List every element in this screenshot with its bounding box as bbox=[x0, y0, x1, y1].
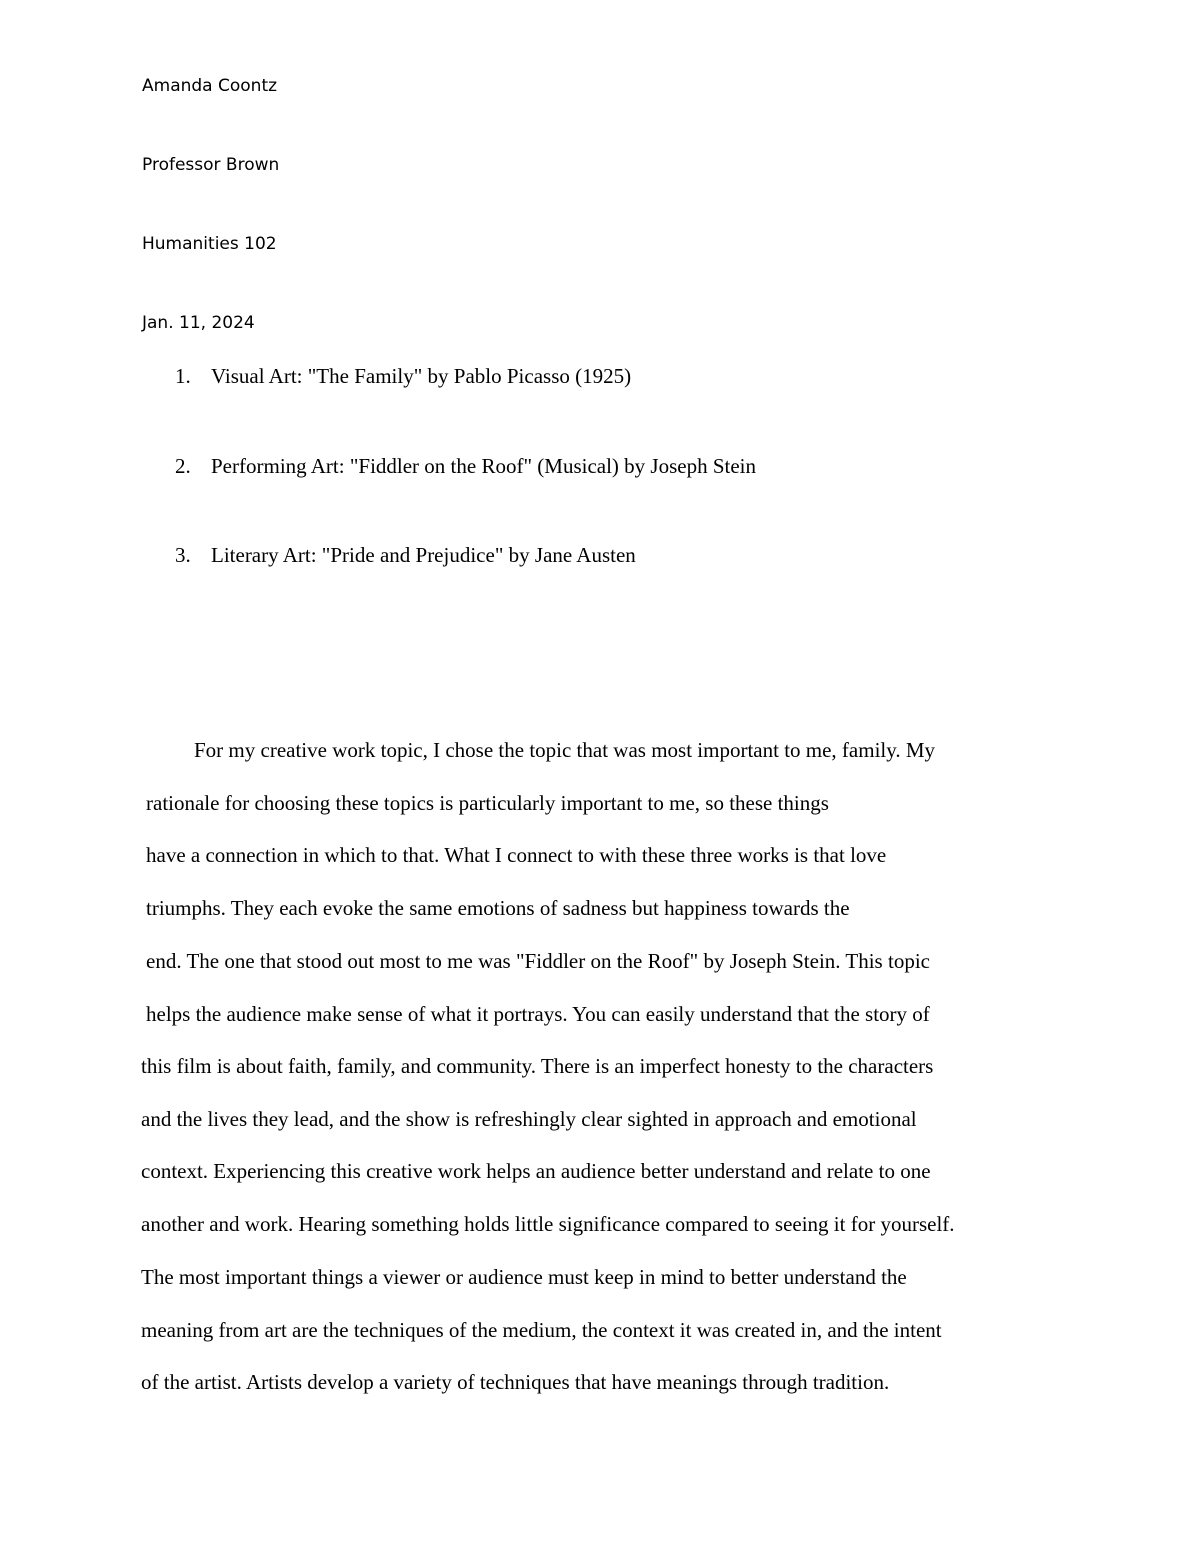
paragraph-line: another and work. Hearing something holds little significance compared to seeing it for yourself. bbox=[141, 1212, 955, 1236]
list-item-number: 3. bbox=[175, 543, 191, 567]
list-item bbox=[175, 363, 631, 389]
paragraph-line: and the lives they lead, and the show is refreshingly clear sighted in approach and emotional bbox=[141, 1107, 917, 1131]
paragraph-line: rationale for choosing these topics is particularly important to me, so these things bbox=[146, 791, 829, 815]
paragraph-line: this film is about faith, family, and community. There is an imperfect honesty to the characters bbox=[141, 1054, 934, 1078]
course-name: Humanities 102 bbox=[142, 234, 277, 254]
paragraph-line: context. Experiencing this creative work helps an audience better understand and relate to one bbox=[141, 1159, 931, 1183]
paragraph-line: triumphs. They each evoke the same emotions of sadness but happiness towards the bbox=[146, 896, 850, 920]
list-item bbox=[175, 453, 756, 479]
list-item-number: 2. bbox=[175, 454, 191, 478]
list-item-number: 1. bbox=[175, 364, 191, 388]
paragraph-line: For my creative work topic, I chose the topic that was most important to me, family. My bbox=[194, 738, 936, 762]
list-item-text: Visual Art: "The Family" by Pablo Picasso (1925) bbox=[211, 364, 632, 388]
list-item bbox=[175, 542, 636, 568]
paragraph-line: of the artist. Artists develop a variety of techniques that have meanings through tradition. bbox=[141, 1370, 890, 1394]
paragraph-line: The most important things a viewer or audience must keep in mind to better understand the bbox=[141, 1265, 907, 1289]
paragraph-line: meaning from art are the techniques of the medium, the context it was created in, and the intent bbox=[141, 1318, 942, 1342]
list-item-text: Literary Art: "Pride and Prejudice" by Jane Austen bbox=[211, 543, 636, 567]
professor-name: Professor Brown bbox=[142, 155, 280, 175]
paragraph-line: have a connection in which to that. What I connect to with these three works is that love bbox=[146, 843, 887, 867]
author-name: Amanda Coontz bbox=[142, 76, 278, 96]
list-item-text: Performing Art: "Fiddler on the Roof" (Musical) by Joseph Stein bbox=[211, 454, 757, 478]
paragraph-line: helps the audience make sense of what it portrays. You can easily understand that the story of bbox=[146, 1002, 930, 1026]
paragraph-line: end. The one that stood out most to me was "Fiddler on the Roof" by Joseph Stein. This topic bbox=[146, 949, 930, 973]
document-date: Jan. 11, 2024 bbox=[142, 313, 255, 333]
